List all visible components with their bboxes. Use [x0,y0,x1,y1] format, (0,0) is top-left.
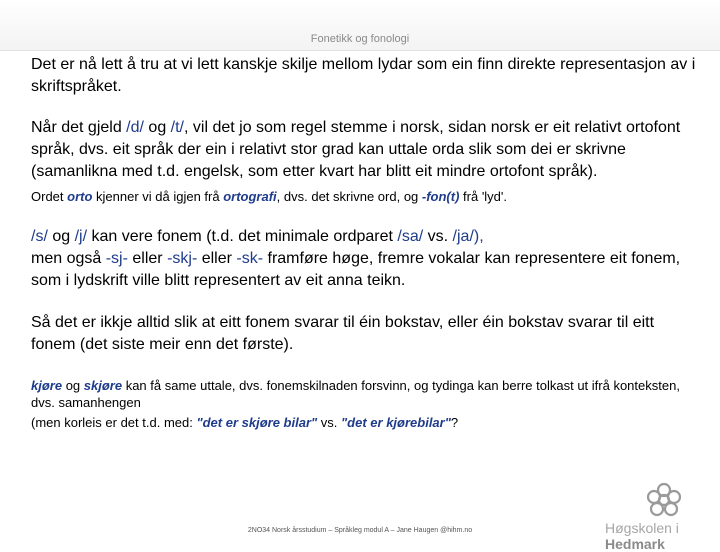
brand-bold: Hedmark [605,536,665,552]
p2-text-a: Når det gjeld [31,119,127,136]
p3-text-d: men også [31,250,106,267]
note2-text-c: (men korleis er det t.d. med: [31,415,197,430]
slide-title: Fonetikk og fonologi [310,33,410,45]
paragraph-3 [31,226,696,292]
note-1 [31,188,696,205]
note1-text-c: , dvs. det skrivne ord, og [276,189,422,204]
cluster-sk: -sk- [236,250,264,267]
paragraph-4: Så det er ikkje alltid slik at eitt fonem svarar til éin bokstav, eller éin bokstav svarar til eitt fonem (det siste meir enn det første). [31,314,655,353]
note1-text-d: frå 'lyd'. [459,189,508,204]
paragraph-1: Det er nå lett å tru at vi lett kanskje skilje mellom lydar som ein finn direkte representasjon av i skriftspråket. [31,56,696,95]
paragraph-2 [31,117,696,183]
footer-text: 2NO34 Norsk årsstudium – Språkleg modul A – Jane Haugen @hihm.no [247,527,473,534]
quote-kjorebilar: "det er kjørebilar" [341,415,451,430]
cluster-skj: -skj- [167,250,198,267]
note2-text-e: ? [450,415,459,430]
phoneme-ja: /ja/), [452,228,484,245]
p3-text-e: eller [127,250,168,267]
term-orto: orto [67,189,93,204]
term-ortografi: ortografi [223,189,277,204]
p3-text-c: vs. [423,228,453,245]
phoneme-j: /j/ [74,228,88,245]
brand-light: Høgskolen i [605,520,679,536]
phoneme-s: /s/ [31,228,48,245]
p2-text-b: og [143,119,171,136]
term-skjore: skjøre [83,378,123,393]
term-fon: -fon(t) [421,189,460,204]
header-divider [0,50,720,51]
note2-text-d: vs. [317,415,342,430]
quote-skjore-bilar: "det er skjøre bilar" [196,415,318,430]
p3-text-g: framføre høge, fremre vokalar kan representere eit fonem, som i lydskrift ville blitt representert av eit anna teikn. [31,250,681,289]
note2-text-b: kan få same uttale, dvs. fonemskilnaden forsvinn, og tydinga kan berre tolkast ut ifrå konteksten, dvs. samanhengen [31,378,680,410]
p3-text-b: kan vere fonem (t.d. det minimale ordparet [87,228,398,245]
note1-text-a: Ordet [31,189,68,204]
note2-text-a: og [62,378,84,393]
knot-logo-icon [644,480,684,520]
phoneme-sa: /sa/ [397,228,424,245]
note1-text-b: kjenner vi då igjen frå [92,189,224,204]
slide-content [31,54,696,431]
note-2 [31,377,696,411]
note-2-question [31,414,696,431]
cluster-sj: -sj- [105,250,128,267]
p2-text-c: , vil det jo som regel stemme i norsk, sidan norsk er eit relativt ortofont språk, dvs. eit språk der ein i relativt stor grad kan uttale orda slik som dei er skrivne (samanlikna med t.d. engelsk, som etter kvart har blitt eit mindre ortofont språk). [31,119,681,180]
institution-name [605,520,720,552]
phoneme-t: /t/ [170,119,184,136]
term-kjore: kjøre [31,378,63,393]
p3-text-f: eller [197,250,237,267]
p3-text-a: og [47,228,75,245]
phoneme-d: /d/ [126,119,144,136]
